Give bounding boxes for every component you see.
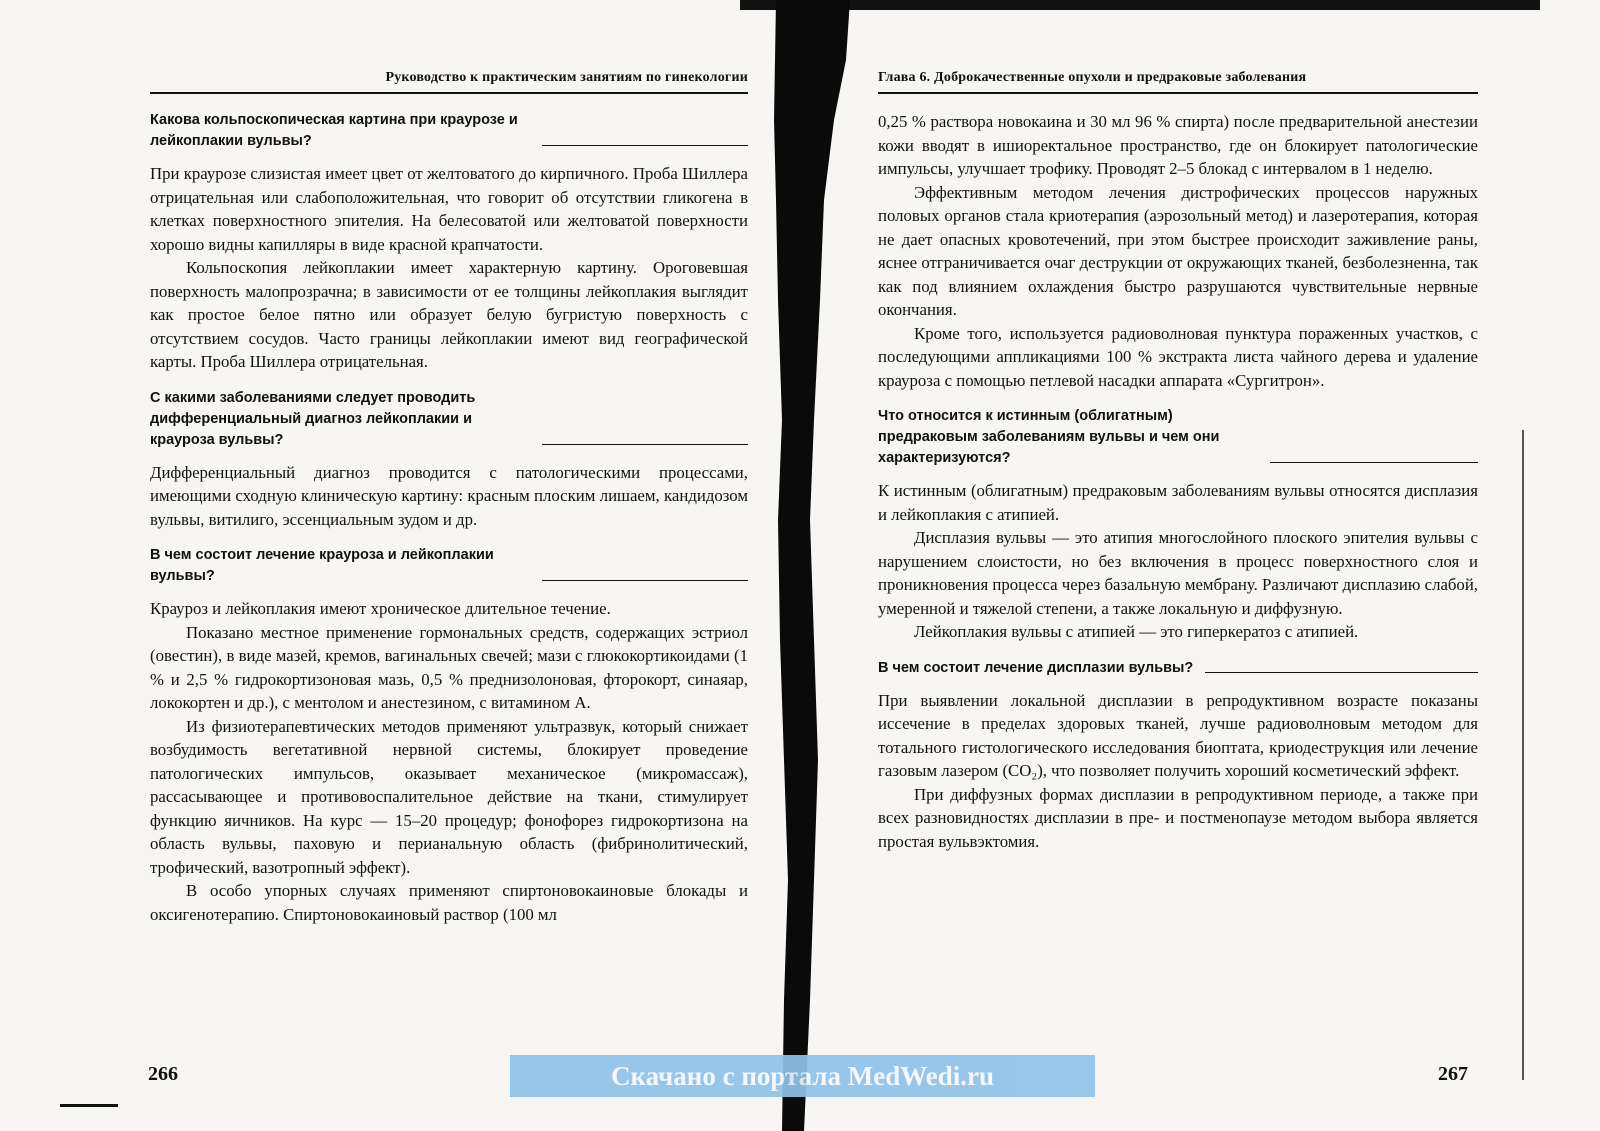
paragraph: Эффективным методом лечения дистрофических процессов наружных половых органов стала криотерапия (аэрозольный метод) и лазеротерапия, которая не дает опасных кровотечений, при этом быстрее происходит заживление раны, яснее отграничивается очаг деструкции от окружающих тканей, безболезненна, так как под влиянием охлаждения быстро разрушаются чувствительные нервные окончания. — [878, 182, 1478, 319]
question-section — [878, 406, 1478, 644]
question-heading: В чем состоит лечение дисплазии вульвы? — [878, 659, 1194, 676]
book-spine-shadow — [774, 0, 852, 1131]
paragraph: Дифференциальный диагноз проводится с патологическими процессами, имеющими сходную клиническую картину: красным плоским лишаем, кандидозом вульвы, витилиго, эссенциальным зудом и др. — [150, 462, 748, 529]
heading-rule — [542, 444, 748, 445]
question-section — [150, 110, 748, 374]
paragraph: Кольпоскопия лейкоплакии имеет характерную картину. Ороговевшая поверхность малопрозрачна; в зависимости от ее толщины лейкоплакия выглядит как простое белое пятно или образует белую бугристую поверхность с отсутствием сосудов. Часто границы лейкоплакии имеют вид географической карты. Проба Шиллера отрицательная. — [150, 258, 748, 371]
paragraph: Показано местное применение гормональных средств, содержащих эстриол (овестин), в виде мазей, кремов, вагинальных свечей; мази с глюкокортикоидами (1 % и 2,5 % гидрокортизоновая мазь, 0,5 % преднизолоновая, фторокорт, синаяар, лококортен и др.), с ментолом и анестезином, с витамином А. — [150, 622, 748, 712]
question-heading: Какова кольпоскопическая картина при краурозе и лейкоплакии вульвы? — [150, 112, 518, 149]
paragraph: Лейкоплакия вульвы с атипией — это гиперкератоз с атипией. — [914, 622, 1359, 641]
running-header: Руководство к практическим занятиям по гинекологии — [150, 70, 748, 94]
paragraph: В особо упорных случаях применяют спиртоновокаиновые блокады и оксигенотерапию. Спиртоновокаиновый раствор (100 мл — [150, 881, 748, 924]
heading-rule — [1205, 672, 1478, 673]
heading-rule — [1270, 462, 1478, 463]
paragraph: Из физиотерапевтических методов применяют ультразвук, который снижает возбудимость вегетативной нервной системы, блокирует проведение патологических импульсов, оказывает механическое (микромассаж), рассасывающее и противовоспалительное действие на ткани, стимулирует функцию яичников. На курс — 15–20 процедур; фонофорез гидрокортизона на область вульвы, паховую и перианальную область (фибринолитический, трофический, вазотропный эффект). — [150, 716, 748, 877]
right-page — [878, 70, 1478, 867]
paragraph: При диффузных формах дисплазии в репродуктивном периоде, а также при всех разновидностях дисплазии в пре- и постменопаузе методом выбора является простая вульвэктомия. — [878, 784, 1478, 851]
paragraph: К истинным (облигатным) предраковым заболеваниям вульвы относятся дисплазия и лейкоплакия с атипией. — [878, 481, 1478, 524]
page-number-left: 266 — [148, 1063, 178, 1085]
heading-rule — [542, 580, 748, 581]
question-section — [150, 545, 748, 926]
scan-mark-right-edge — [1522, 430, 1524, 1080]
paragraph: Кроме того, используется радиоволновая пунктура пораженных участков, с последующими аппликациями 100 % экстракта листа чайного дерева и удаление крауроза с помощью петлевой насадки аппарата «Сургитрон». — [878, 323, 1478, 390]
left-page — [150, 70, 748, 940]
question-section — [150, 388, 748, 532]
question-section — [878, 658, 1478, 854]
scan-top-edge — [740, 0, 1540, 10]
page-number-right: 267 — [1438, 1063, 1468, 1085]
paragraph: Дисплазия вульвы — это атипия многослойного плоского эпителия вульвы с нарушением слоистости, но без включения в процесс поверхностного слоя и проникновения процесса через базальную мембрану. Различают дисплазию слабой, умеренной и тяжелой степени, а также локальную и диффузную. — [878, 528, 1478, 618]
paragraph: При краурозе слизистая имеет цвет от желтоватого до кирпичного. Проба Шиллера отрицательная или слабоположительная, что говорит об отсутствии гликогена в клетках поверхностного эпителия. На белесоватой или желтоватой поверхности хорошо видны капилляры в виде красной крапчатости. — [150, 164, 748, 254]
heading-rule — [542, 145, 748, 146]
running-header: Глава 6. Доброкачественные опухоли и предраковые заболевания — [878, 70, 1478, 94]
question-heading: В чем состоит лечение крауроза и лейкоплакии вульвы? — [150, 547, 494, 584]
question-heading: С какими заболеваниями следует проводить дифференциальный диагноз лейкоплакии и крауроза вульвы? — [150, 389, 476, 448]
watermark-banner[interactable]: Скачано с портала MedWedi.ru — [510, 1055, 1095, 1097]
scan-mark-bottom-left — [60, 1104, 118, 1107]
question-heading: Что относится к истинным (облигатным) предраковым заболеваниям вульвы и чем они характеризуются? — [878, 408, 1220, 466]
continuation-text — [878, 110, 1478, 392]
paragraph: При выявлении локальной дисплазии в репродуктивном возрасте показаны иссечение в пределах здоровых тканей, лучше радиоволновым методом для тотального гистологического исследования биоптата, криодеструкция или лечение газовым лазером (CO₂), что позволяет получить хороший косметический эффект. — [878, 690, 1478, 780]
paragraph: Крауроз и лейкоплакия имеют хроническое длительное течение. — [150, 599, 611, 618]
paragraph: 0,25 % раствора новокаина и 30 мл 96 % спирта) после предварительной анестезии кожи вводят в ишиоректальное пространство, где он блокирует патологические импульсы, улучшает трофику. Проводят 2–5 блокад с интервалом в 1 неделю. — [878, 112, 1478, 178]
